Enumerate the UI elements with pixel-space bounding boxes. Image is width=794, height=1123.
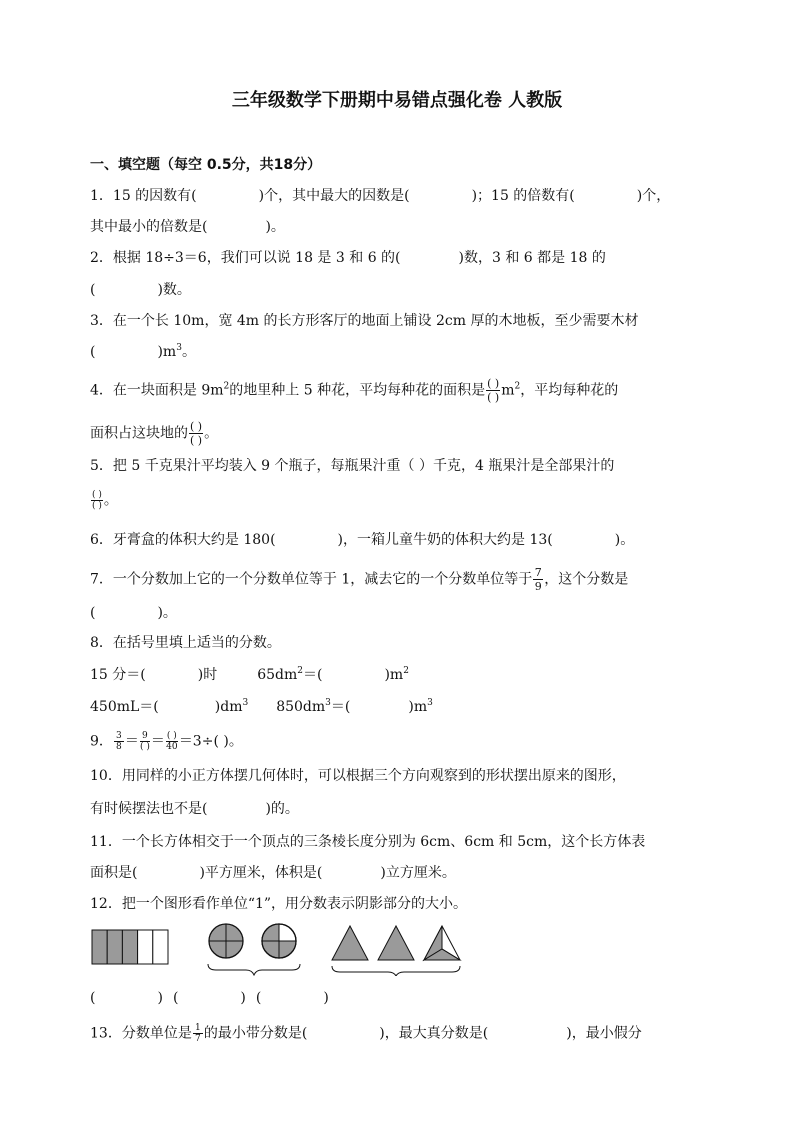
question-10-line-2: 有时候摆法也不是( )的。 [90, 801, 299, 817]
fraction-3-8: $\frac{3}{8}$ [114, 731, 124, 752]
section-heading: 一、填空题（每空 0.5分，共18分） [90, 157, 322, 173]
question-9: 9． $\frac{3}{8}$ ＝ $\frac{9}{( )}$ ＝ $\frac{( )}{40}$ ＝3÷( )。 [90, 731, 243, 752]
question-7-line-1: 7．一个分数加上它的一个分数单位等于 1，减去它的一个分数单位等于 $\frac{7}{9}$ ，这个分数是 [90, 566, 629, 593]
question-6: 6．牙膏盒的体积大约是 180( )，一箱儿童牛奶的体积大约是 13( )。 [90, 532, 635, 548]
question-4-line-2: 面积占这块地的 $\frac{( )}{( )}$ 。 [90, 420, 219, 447]
question-3-line-1: 3．在一个长 10m，宽 4m 的长方形客厅的地面上铺设 2cm 厚的木地板，至少需要木材 [90, 313, 639, 329]
question-13: 13．分数单位是 $\frac{1}{7}$ 的最小带分数是( )，最大真分数是( )，最小假分 [90, 1023, 642, 1044]
question-5-line-1: 5．把 5 千克果汁平均装入 9 个瓶子，每瓶果汁重（ ）千克，4 瓶果汁是全部果汁的 [90, 458, 615, 474]
question-2-line-2: ( )数。 [90, 282, 191, 298]
question-12-answers: ( ) ( ) ( ) [90, 990, 329, 1006]
question-1-line-2: 其中最小的倍数是( )。 [90, 219, 285, 235]
question-3-line-2: ( )$m^3$。 [90, 343, 196, 360]
fraction-9-blank: $\frac{9}{( )}$ [139, 731, 150, 752]
page-title: 三年级数学下册期中易错点强化卷 人教版 [231, 90, 563, 111]
blank-fraction: $\frac{( )}{( )}$ [92, 490, 102, 511]
question-12-line-1: 12．把一个图形看作单位“1”，用分数表示阴影部分的大小。 [90, 896, 468, 912]
question-8-row-1: 15 分＝( )时 $65dm^2=$( )$m^2$ [90, 666, 409, 683]
shaded-circles-figure [202, 920, 306, 976]
question-7-line-2: ( )。 [90, 605, 177, 621]
question-4-line-1: 4．在一块面积是 $9m^2$的地里种上 5 种花，平均每种花的面积是 $\frac{( )}{( )}$ $m^2$，平均每种花的 [90, 377, 619, 404]
fraction-7-9: $\frac{7}{9}$ [534, 566, 542, 593]
question-11-line-1: 11．一个长方体相交于一个顶点的三条棱长度分别为 6cm、6cm 和 5cm，这个长方体表 [90, 834, 646, 850]
fraction-1-7: $\frac{1}{7}$ [193, 1023, 203, 1044]
fraction-blank-40: $\frac{( )}{40}$ [166, 731, 178, 752]
question-8-row-2: 450mL＝( )$dm^3$ $850dm^3=$( )$m^3$ [90, 698, 433, 715]
shaded-rectangle-figure [91, 929, 171, 965]
question-2-line-1: 2．根据 18÷3＝6，我们可以说 18 是 3 和 6 的( )数，3 和 6 都是 18 的 [90, 250, 606, 266]
blank-fraction: $\frac{( )}{( )}$ [487, 377, 500, 404]
blank-fraction: $\frac{( )}{( )}$ [190, 420, 203, 447]
question-11-line-2: 面积是( )平方厘米，体积是( )立方厘米。 [90, 865, 456, 881]
question-10-line-1: 10．用同样的小正方体摆几何体时，可以根据三个方向观察到的形状摆出原来的图形， [90, 768, 626, 784]
question-1-line-1: 1．15 的因数有( )个，其中最大的因数是( )；15 的倍数有( )个， [90, 188, 671, 204]
shaded-triangles-figure [328, 922, 468, 976]
question-5-line-2: $\frac{( )}{( )}$ 。 [92, 490, 118, 511]
question-8-line-1: 8．在括号里填上适当的分数。 [90, 635, 281, 651]
